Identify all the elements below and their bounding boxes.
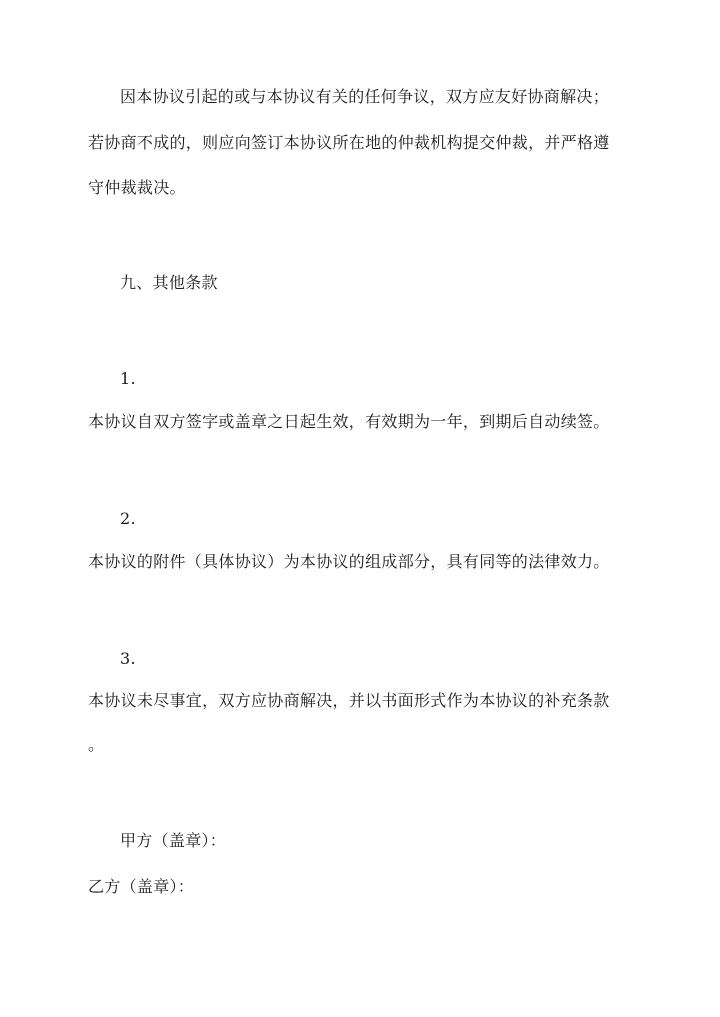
dispute-paragraph-line-1: 因本协议引起的或与本协议有关的任何争议，双方应友好协商解决； bbox=[120, 87, 610, 106]
dispute-paragraph-line-3: 守仲裁裁决。 bbox=[88, 178, 186, 197]
section-heading: 九、其他条款 bbox=[120, 273, 218, 292]
clause-1-number: 1. bbox=[120, 369, 136, 388]
clause-2-number: 2. bbox=[120, 509, 136, 528]
clause-3-text-line-1: 本协议未尽事宜，双方应协商解决，并以书面形式作为本协议的补充条款 bbox=[88, 691, 610, 710]
dispute-paragraph-line-2: 若协商不成的，则应向签订本协议所在地的仲裁机构提交仲裁，并严格遵 bbox=[88, 133, 610, 152]
clause-2-text: 本协议的附件（具体协议）为本协议的组成部分，具有同等的法律效力。 bbox=[88, 552, 610, 571]
clause-3-number: 3. bbox=[120, 649, 136, 668]
clause-1-text: 本协议自双方签字或盖章之日起生效，有效期为一年，到期后自动续签。 bbox=[88, 412, 610, 431]
clause-3-text-line-2: 。 bbox=[88, 735, 105, 754]
party-a-signature-label: 甲方（盖章）： bbox=[120, 831, 227, 850]
party-b-signature-label: 乙方（盖章）： bbox=[88, 877, 195, 896]
